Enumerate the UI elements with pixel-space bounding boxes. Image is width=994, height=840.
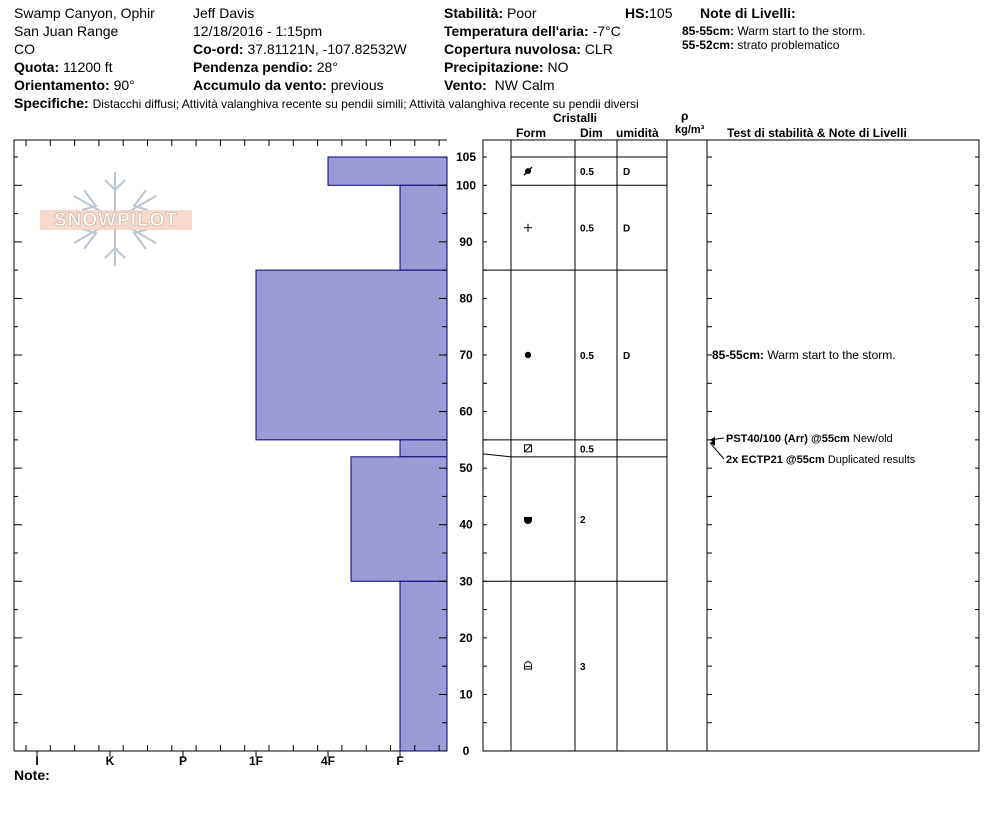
- wind-loading-value: previous: [330, 77, 384, 93]
- layer-notes-title: Note di Livelli:: [700, 5, 796, 21]
- stability-test-result: 2x ECTP21 @55cm: [726, 454, 828, 466]
- sky-label: Copertura nuvolosa:: [444, 41, 581, 57]
- grain-size: 0.5: [580, 444, 594, 456]
- wind-value: NW Calm: [494, 77, 555, 93]
- y-tick-label: 60: [459, 404, 473, 419]
- grain-size: 0.5: [580, 351, 594, 362]
- rounding-shape: [524, 517, 532, 524]
- facet-diagonal: [525, 445, 532, 452]
- depth-hoar-icon: [525, 662, 532, 669]
- grain-table-frame: [483, 140, 979, 751]
- y-tick-label: 100: [455, 178, 477, 193]
- layer-note-1-text: Warm start to the storm.: [737, 24, 866, 38]
- precip-value: NO: [547, 59, 569, 75]
- y-tick-label: 40: [459, 517, 473, 532]
- observer: Jeff Davis: [193, 5, 255, 21]
- layer-note-2-range: 55-52cm:: [682, 38, 735, 52]
- plus-icon: [524, 224, 532, 232]
- stability-test: [726, 433, 893, 445]
- grain-moisture: D: [623, 223, 631, 235]
- layer-annotations: [710, 348, 916, 466]
- hardness-bar: [328, 157, 447, 185]
- layer-annotation: [712, 348, 896, 362]
- y-tick-label: 20: [459, 630, 473, 645]
- test-arrow: [710, 443, 724, 459]
- density-unit-header: kg/m³: [675, 124, 705, 136]
- layer-note-1-range: 85-55cm:: [682, 24, 735, 38]
- coord-value: 37.81121N, -107.82532W: [247, 41, 407, 57]
- y-tick-label: 10: [459, 687, 473, 702]
- aspect-label: Orientamento:: [14, 77, 110, 93]
- hs-value: 105: [649, 5, 673, 21]
- form-header: Form: [516, 126, 546, 140]
- elevation-label: Quota:: [14, 59, 60, 75]
- crystals-header: Cristalli: [553, 111, 598, 125]
- stability-value: Poor: [507, 5, 537, 21]
- layer-annotation-text: Warm start to the storm.: [767, 348, 896, 362]
- location: Swamp Canyon, Ophir: [14, 5, 155, 21]
- grain-moisture: D: [623, 351, 631, 362]
- hardness-bar: [400, 440, 447, 457]
- notes-label: Note:: [14, 767, 50, 783]
- state: CO: [14, 41, 35, 57]
- sky-value: CLR: [584, 41, 613, 57]
- faceted-square-icon: [525, 445, 532, 452]
- grain-size: 3: [580, 662, 586, 674]
- stability-test-comment: New/old: [852, 433, 893, 445]
- x-tick-label: I: [35, 754, 39, 768]
- x-tick-label: K: [105, 754, 115, 768]
- aspect-value: 90°: [113, 77, 135, 93]
- tests-header: Test di stabilità & Note di Livelli: [727, 126, 907, 140]
- grain-moisture: D: [623, 167, 631, 179]
- grain-size: 2: [580, 515, 586, 527]
- air-temp-label: Temperatura dell'aria:: [444, 23, 589, 39]
- slope-label: Pendenza pendio:: [193, 59, 313, 75]
- hardness-bars: [256, 157, 447, 751]
- datetime: 12/18/2016 - 1:15pm: [193, 23, 323, 39]
- y-tick-label: 0: [462, 744, 470, 758]
- specifics-label: Specifiche:: [14, 95, 89, 111]
- y-tick-label: 70: [459, 348, 473, 362]
- x-tick-label: P: [178, 754, 188, 768]
- dendrite-icon: [524, 167, 532, 175]
- slope-value: 28°: [316, 59, 338, 75]
- y-tick-label: 30: [459, 574, 473, 589]
- stability-test: [726, 454, 916, 466]
- layer-note-2-text: strato problematico: [737, 38, 840, 52]
- layer-annotation-range: 85-55cm:: [712, 348, 768, 362]
- hs-label: HS:: [625, 5, 650, 21]
- rho-header: ρ: [681, 109, 689, 123]
- y-tick-label: 80: [459, 291, 473, 306]
- stability-test-result: PST40/100 (Arr) @55cm: [726, 433, 853, 445]
- size-header: Dim: [580, 126, 603, 140]
- hoar-shape: [525, 662, 532, 669]
- dot-icon: [525, 352, 531, 358]
- precip-label: Precipitazione:: [444, 59, 544, 75]
- hardness-bar: [351, 457, 447, 581]
- stability-label: Stabilità:: [444, 5, 504, 21]
- y-tick-label: 105: [455, 150, 477, 164]
- layer-connector: [483, 454, 511, 457]
- hardness-plot-frame: [14, 140, 447, 751]
- hardness-bar: [400, 185, 447, 270]
- stability-test-comment: Duplicated results: [827, 454, 916, 466]
- coord-label: Co-ord:: [193, 41, 244, 57]
- y-tick-label: 90: [459, 234, 473, 249]
- specifics-value: Distacchi diffusi; Attività valanghiva recente su pendii simili; Attività valanghiva recente su pendii diversi: [92, 97, 639, 111]
- range: San Juan Range: [14, 23, 119, 39]
- wind-label: Vento:: [444, 77, 487, 93]
- snowpilot-logo-text: SNOWPILOT: [53, 210, 179, 231]
- moisture-header: umidità: [616, 126, 659, 140]
- x-tick-label: F: [396, 754, 404, 768]
- air-temp-value: -7°C: [592, 23, 621, 39]
- y-tick-label: 50: [459, 461, 473, 476]
- rounding-facet-icon: [524, 517, 532, 524]
- wind-loading-label: Accumulo da vento:: [193, 77, 327, 93]
- hardness-bar: [256, 270, 447, 440]
- grain-size: 0.5: [580, 223, 594, 235]
- hardness-bar: [400, 581, 447, 751]
- elevation-value: 11200 ft: [63, 59, 113, 75]
- x-tick-label: 4F: [320, 754, 336, 768]
- x-tick-label: 1F: [248, 754, 264, 768]
- grain-size: 0.5: [580, 167, 594, 179]
